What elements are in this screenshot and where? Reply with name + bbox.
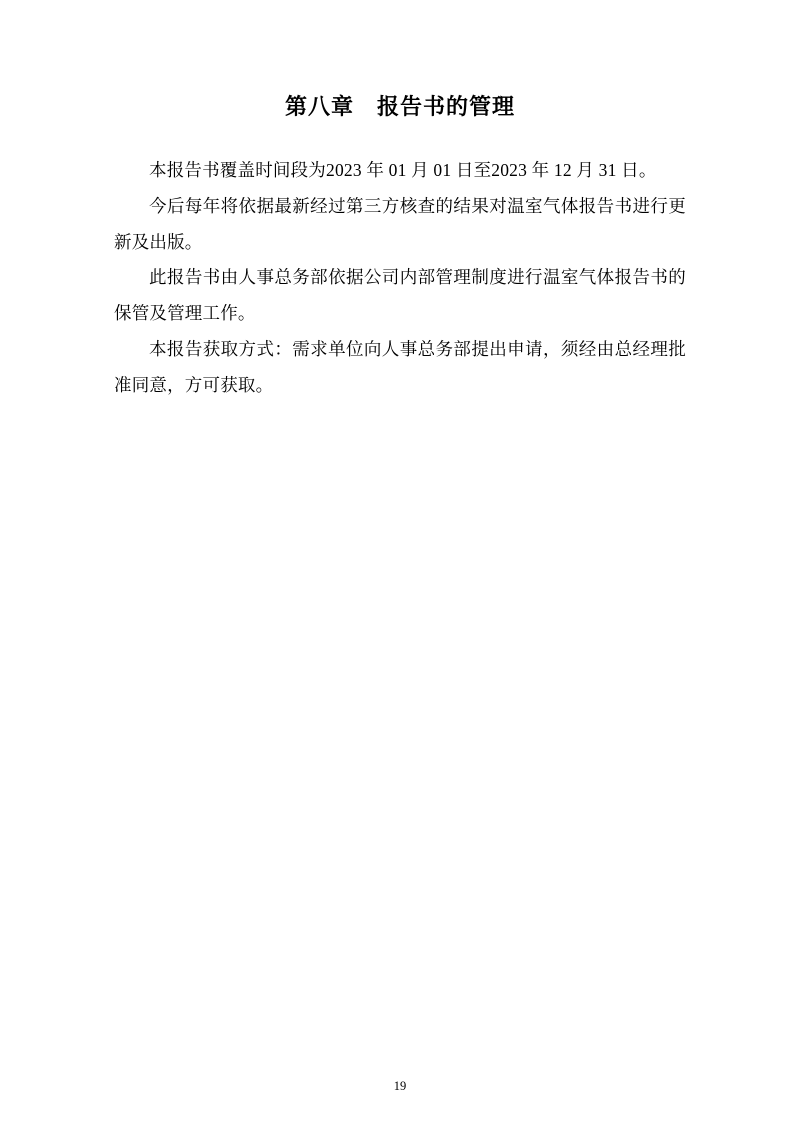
paragraph-3: 此报告书由人事总务部依据公司内部管理制度进行温室气体报告书的保管及管理工作。 [114,267,686,324]
page-number: 19 [393,1079,407,1093]
body-text [114,153,686,404]
paragraph-4: 本报告获取方式：需求单位向人事总务部提出申请，须经由总经理批准同意，方可获取。 [114,339,686,396]
page-content [114,0,686,404]
paragraph-2: 今后每年将依据最新经过第三方核查的结果对温室气体报告书进行更新及出版。 [114,195,686,252]
page-title: 第八章 报告书的管理 [284,94,515,119]
paragraph-1: 本报告书覆盖时间段为2023 年 01 月 01 日至2023 年 12 月 31 日。 [149,159,657,180]
